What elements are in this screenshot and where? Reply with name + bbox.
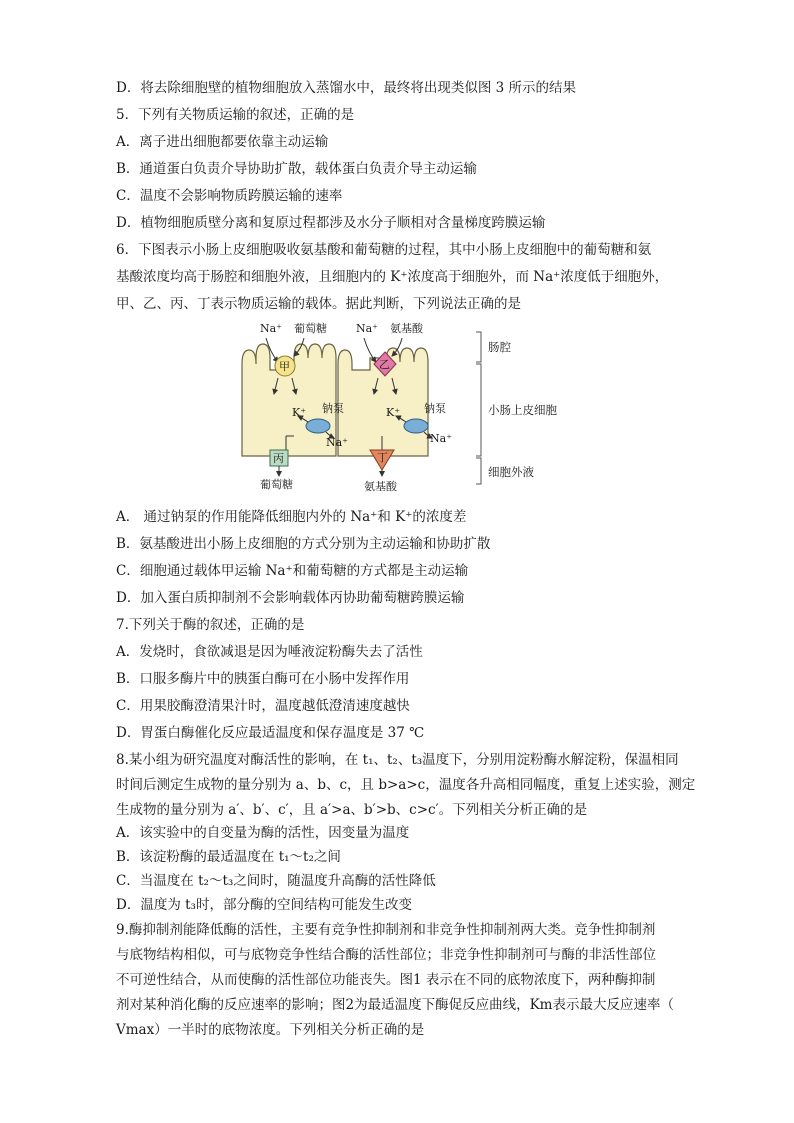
carrier-ding-label: 丁 [377, 451, 388, 464]
q6-option-d: D．加入蛋白质抑制剂不会影响载体丙协助葡萄糖跨膜运输 [116, 590, 465, 606]
q5-option-c: C．温度不会影响物质跨膜运输的速率 [116, 188, 343, 204]
q6-option-b: B．氨基酸进出小肠上皮细胞的方式分别为主动运输和协助扩散 [116, 536, 491, 552]
q7-option-a: A．发烧时，食欲减退是因为唾液淀粉酶失去了活性 [116, 644, 423, 660]
q5-option-a: A．离子进出细胞都要依靠主动运输 [116, 134, 329, 150]
q8-option-d: D．温度为 t₃时，部分酶的空间结构可能发生改变 [116, 897, 412, 913]
q6-stem-line1: 6．下图表示小肠上皮细胞吸收氨基酸和葡萄糖的过程，其中小肠上皮细胞中的葡萄糖和氨 [116, 242, 652, 258]
q8-option-b: B．该淀粉酶的最适温度在 t₁～t₂之间 [116, 849, 341, 865]
na-left-label: Na⁺ [260, 322, 282, 335]
k-right-label: K⁺ [386, 406, 401, 419]
q9-stem-line2: 与底物结构相似，可与底物竞争性结合酶的活性部位；非竞争性抑制剂可与酶的非活性部位 [116, 947, 656, 963]
q7-stem: 7.下列关于酶的叙述，正确的是 [116, 617, 305, 633]
label-lumen: 肠腔 [488, 340, 511, 354]
pump-left [306, 419, 330, 433]
q8-option-a: A．该实验中的自变量为酶的活性，因变量为温度 [116, 825, 410, 841]
q9-stem-line3: 不可逆性结合，从而使酶的活性部位功能丧失。图1 表示在不同的底物浓度下，两种酶抑制 [116, 972, 656, 988]
q9-stem-line5: Vmax）一半时的底物浓度。下列相关分析正确的是 [116, 1022, 425, 1038]
q6-option-c: C．细胞通过载体甲运输 Na⁺和葡萄糖的方式都是主动运输 [116, 563, 469, 579]
label-ecf: 细胞外液 [488, 465, 534, 479]
q8-stem-line2: 时间后测定生成物的量分别为 a、b、c，且 b>a>c，温度各升高相同幅度，重复上述实验，测定 [116, 777, 696, 793]
pump-left-label: 钠泵 [322, 402, 344, 415]
q9-stem-line4: 剂对某种消化酶的反应速率的影响；图2为最适温度下酶促反应曲线，Km表示最大反应速率（ [116, 997, 674, 1013]
q8-stem-line1: 8.某小组为研究温度对酶活性的影响，在 t₁、t₂、t₃温度下，分别用淀粉酶水解淀粉，保温相同 [116, 752, 679, 768]
na-mid-label: Na⁺ [356, 322, 378, 335]
q7-option-d: D．胃蛋白酶催化反应最适温度和保存温度是 37 ℃ [116, 725, 425, 741]
amino-top-label: 氨基酸 [390, 322, 423, 335]
q7-option-c: C．用果胶酶澄清果汁时，温度越低澄清速度越快 [116, 698, 410, 714]
pump-right [404, 419, 428, 433]
label-cell: 小肠上皮细胞 [488, 403, 557, 417]
glucose-top-label: 葡萄糖 [294, 322, 327, 335]
pump-right-label: 钠泵 [424, 402, 446, 415]
q8-stem-line3: 生成物的量分别为 a′、b′、c′，且 a′>a、b′>b、c>c′。下列相关分析正确的是 [116, 802, 588, 818]
amino-bottom-label: 氨基酸 [364, 480, 397, 493]
q8-option-c: C．当温度在 t₂～t₃之间时，随温度升高酶的活性降低 [116, 873, 436, 889]
intestinal-cell-transport-diagram [236, 318, 576, 494]
carrier-bing-label: 丙 [273, 452, 284, 465]
q6-option-a: A． 通过钠泵的作用能降低细胞内外的 Na⁺和 K⁺的浓度差 [116, 509, 467, 525]
q5-option-b: B．通道蛋白负责介导协助扩散，载体蛋白负责介导主动运输 [116, 161, 477, 177]
na-out-left-label: Na⁺ [326, 436, 348, 449]
q5-stem: 5．下列有关物质运输的叙述，正确的是 [116, 107, 355, 123]
q6-stem-line3: 甲、乙、丙、丁表示物质运输的载体。据此判断，下列说法正确的是 [116, 296, 521, 312]
q7-option-b: B．口服多酶片中的胰蛋白酶可在小肠中发挥作用 [116, 671, 410, 687]
carrier-jia-label: 甲 [279, 360, 290, 373]
k-left-label: K⁺ [292, 406, 307, 419]
carrier-yi-label: 乙 [379, 358, 390, 371]
q5-option-d: D．植物细胞质壁分离和复原过程都涉及水分子顺相对含量梯度跨膜运输 [116, 215, 546, 231]
q4-option-d: D．将去除细胞壁的植物细胞放入蒸馏水中，最终将出现类似图 3 所示的结果 [116, 80, 576, 96]
na-out-right-label: Na⁺ [430, 432, 452, 445]
glucose-bottom-label: 葡萄糖 [260, 478, 293, 491]
q9-stem-line1: 9.酶抑制剂能降低酶的活性，主要有竞争性抑制剂和非竞争性抑制剂两大类。竞争性抑制剂 [116, 922, 656, 938]
q6-stem-line2: 基酸浓度均高于肠腔和细胞外液，且细胞内的 K⁺浓度高于细胞外，而 Na⁺浓度低于细胞外， [116, 269, 669, 285]
